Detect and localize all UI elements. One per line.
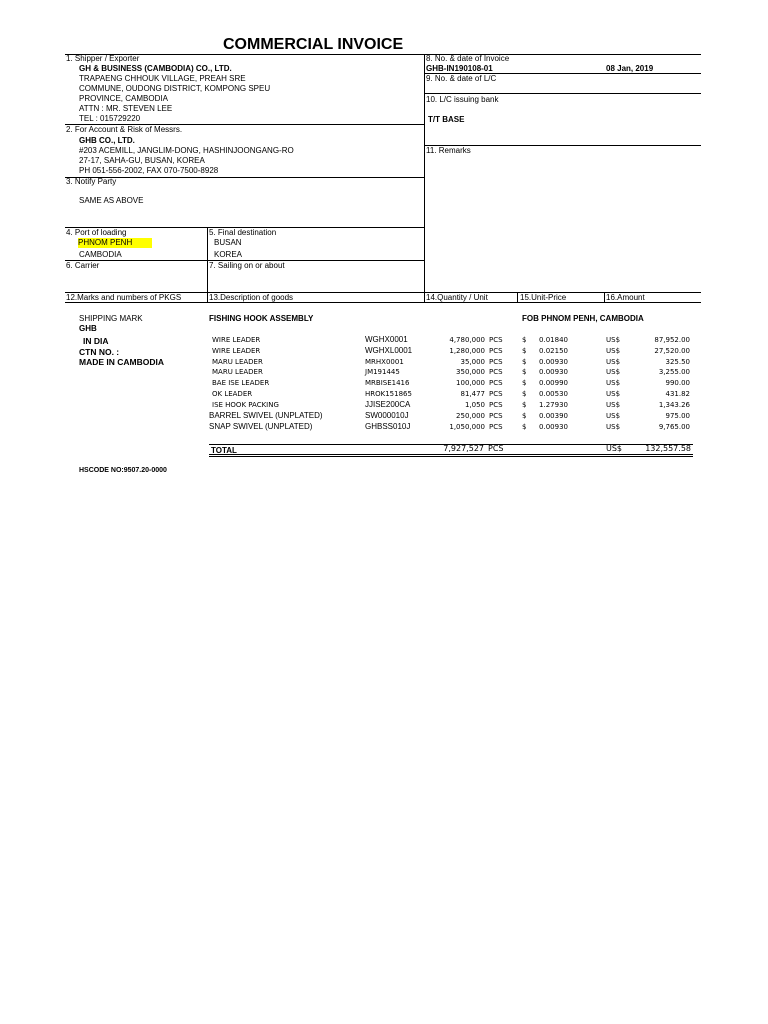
item-amount: 990.00 [665,379,690,387]
sailing-label: 7. Sailing on or about [209,261,285,270]
item-description: MARU LEADER [212,358,263,366]
item-currency: $ [522,368,527,376]
invoice-label: 8. No. & date of Invoice [426,54,510,63]
carrier-label: 6. Carrier [66,261,100,270]
item-amount-currency: US$ [606,423,621,431]
item-amount-currency: US$ [606,347,621,355]
shipper-address-3: PROVINCE, CAMBODIA [79,94,168,103]
item-quantity: 100,000 [456,379,485,387]
item-unit: PCS [489,412,503,420]
final-destination-city: BUSAN [214,238,242,247]
lc-bank-label: 10. L/C issuing bank [426,95,499,104]
item-amount-currency: US$ [606,390,621,398]
shipper-name: GH & BUSINESS (CAMBODIA) CO., LTD. [79,64,232,73]
notify-label: 3. Notify Party [66,177,117,186]
item-currency: $ [522,336,527,344]
final-destination-country: KOREA [214,250,243,259]
item-amount: 431.82 [665,390,690,398]
goods-title: FISHING HOOK ASSEMBLY [209,314,314,323]
total-currency: US$ [606,444,623,453]
total-quantity: 7,927,527 [443,444,484,453]
total-unit: PCS [488,444,504,453]
page-title: COMMERCIAL INVOICE [223,36,404,53]
col-amount-header: 16.Amount [606,293,645,302]
item-currency: $ [522,423,527,431]
item-unit-price: 0.00930 [539,358,568,366]
item-quantity: 1,050 [464,401,485,409]
lc-rule [425,93,701,94]
item-quantity: 1,050,000 [449,423,485,431]
item-currency: $ [522,379,527,387]
consignee-phone: PH 051-556-2002, FAX 070-7500-8928 [79,166,219,175]
item-currency: $ [522,401,527,409]
item-unit: PCS [489,358,503,366]
shipping-mark-line-3: CTN NO. : [79,347,120,357]
port-divider [207,227,208,302]
port-loading-label: 4. Port of loading [66,228,127,237]
col-marks-header: 12.Marks and numbers of PKGS [66,293,182,302]
consignee-label: 2. For Account & Risk of Messrs. [66,125,183,134]
item-description: WIRE LEADER [212,336,261,344]
item-amount: 87,952.00 [654,336,690,344]
shipper-attn: ATTN : MR. STEVEN LEE [79,104,173,113]
item-amount-currency: US$ [606,379,621,387]
item-amount: 27,520.00 [654,347,690,355]
shipper-address-1: TRAPAENG CHHOUK VILLAGE, PREAH SRE [79,74,246,83]
item-code: HROK151865 [365,390,412,398]
shipper-address-2: COMMUNE, OUDONG DISTRICT, KOMPONG SPEU [79,84,271,93]
item-amount-currency: US$ [606,401,621,409]
lc-bank-value: T/T BASE [428,115,465,124]
item-unit: PCS [489,368,503,376]
item-unit-price: 0.01840 [539,336,568,344]
item-amount: 975.00 [665,412,690,420]
item-description: WIRE LEADER [212,347,261,355]
price-divider [517,292,518,302]
total-bottom-rule-2 [209,456,693,457]
item-code: GHBSS010J [365,422,411,431]
top-rule [65,54,701,55]
shipping-mark-label: SHIPPING MARK [79,314,143,323]
item-quantity: 250,000 [456,412,485,420]
total-bottom-rule [209,454,693,455]
item-quantity: 4,780,000 [449,336,485,344]
item-unit-price: 1.27930 [539,401,568,409]
item-description: BAE ISE LEADER [212,379,270,387]
item-amount-currency: US$ [606,368,621,376]
item-unit: PCS [489,379,503,387]
item-amount: 1,343.26 [658,401,690,409]
item-unit: PCS [489,336,503,344]
final-destination-label: 5. Final destination [209,228,277,237]
item-description: OK LEADER [212,390,253,398]
item-unit-price: 0.00990 [539,379,568,387]
item-unit-price: 0.00930 [539,368,568,376]
item-unit-price: 0.02150 [539,347,568,355]
item-code: WGHXL0001 [365,346,413,355]
shipping-mark-line-1: GHB [79,324,97,333]
item-code: MRHX0001 [365,358,404,366]
hscode: HSCODE NO:9507.20-0000 [79,467,167,474]
invoice-number: GHB-IN190108-01 [426,64,493,73]
item-amount: 3,255.00 [658,368,690,376]
item-currency: $ [522,347,527,355]
total-amount: 132,557.58 [645,444,691,453]
item-code: WGHX0001 [365,335,408,344]
col-quantity-header: 14.Quantity / Unit [426,293,488,302]
trade-terms: FOB PHNOM PENH, CAMBODIA [522,314,644,323]
item-description: MARU LEADER [212,368,263,376]
consignee-address-1: #203 ACEMILL, JANGLIM-DONG, HASHINJOONGANG-RO [79,146,294,155]
total-label: TOTAL [211,446,237,455]
invoice-date: 08 Jan, 2019 [606,64,654,73]
notify-value: SAME AS ABOVE [79,196,144,205]
item-currency: $ [522,412,527,420]
lc-label: 9. No. & date of L/C [426,74,497,83]
remarks-label: 11. Remarks [426,146,471,155]
item-currency: $ [522,390,527,398]
item-code: JM191445 [365,368,400,376]
port-loading-country: CAMBODIA [79,250,122,259]
item-unit-price: 0.00390 [539,412,568,420]
shipping-mark-line-2: IN DIA [83,336,109,346]
item-quantity: 1,280,000 [449,347,485,355]
item-quantity: 35,000 [460,358,485,366]
item-description: BARREL SWIVEL (UNPLATED) [209,411,323,420]
shipping-mark-line-4: MADE IN CAMBODIA [79,357,164,367]
item-code: JJISE200CA [365,400,411,409]
consignee-name: GHB CO., LTD. [79,136,135,145]
item-unit: PCS [489,423,503,431]
notify-rule [65,177,425,178]
port-loading-city: PHNOM PENH [78,238,152,248]
col-description-header: 13.Description of goods [209,293,294,302]
item-amount: 325.50 [665,358,690,366]
item-quantity: 350,000 [456,368,485,376]
item-code: SW000010J [365,411,409,420]
item-unit-price: 0.00530 [539,390,568,398]
item-currency: $ [522,358,527,366]
item-amount: 9,765.00 [658,423,690,431]
item-unit: PCS [489,401,503,409]
item-amount-currency: US$ [606,358,621,366]
amount-divider [604,292,605,302]
item-amount-currency: US$ [606,336,621,344]
item-description: ISE HOOK PACKING [212,401,279,409]
shipper-label: 1. Shipper / Exporter [66,54,140,63]
col-unit-price-header: 15.Unit-Price [520,293,567,302]
shipper-tel: TEL : 015729220 [79,114,141,123]
item-unit: PCS [489,390,503,398]
item-amount-currency: US$ [606,412,621,420]
item-unit-price: 0.00930 [539,423,568,431]
item-quantity: 81,477 [460,390,485,398]
item-description: SNAP SWIVEL (UNPLATED) [209,422,313,431]
item-unit: PCS [489,347,503,355]
item-code: MRBISE1416 [365,379,410,387]
consignee-address-2: 27-17, SAHA-GU, BUSAN, KOREA [79,156,205,165]
center-divider [424,54,425,302]
